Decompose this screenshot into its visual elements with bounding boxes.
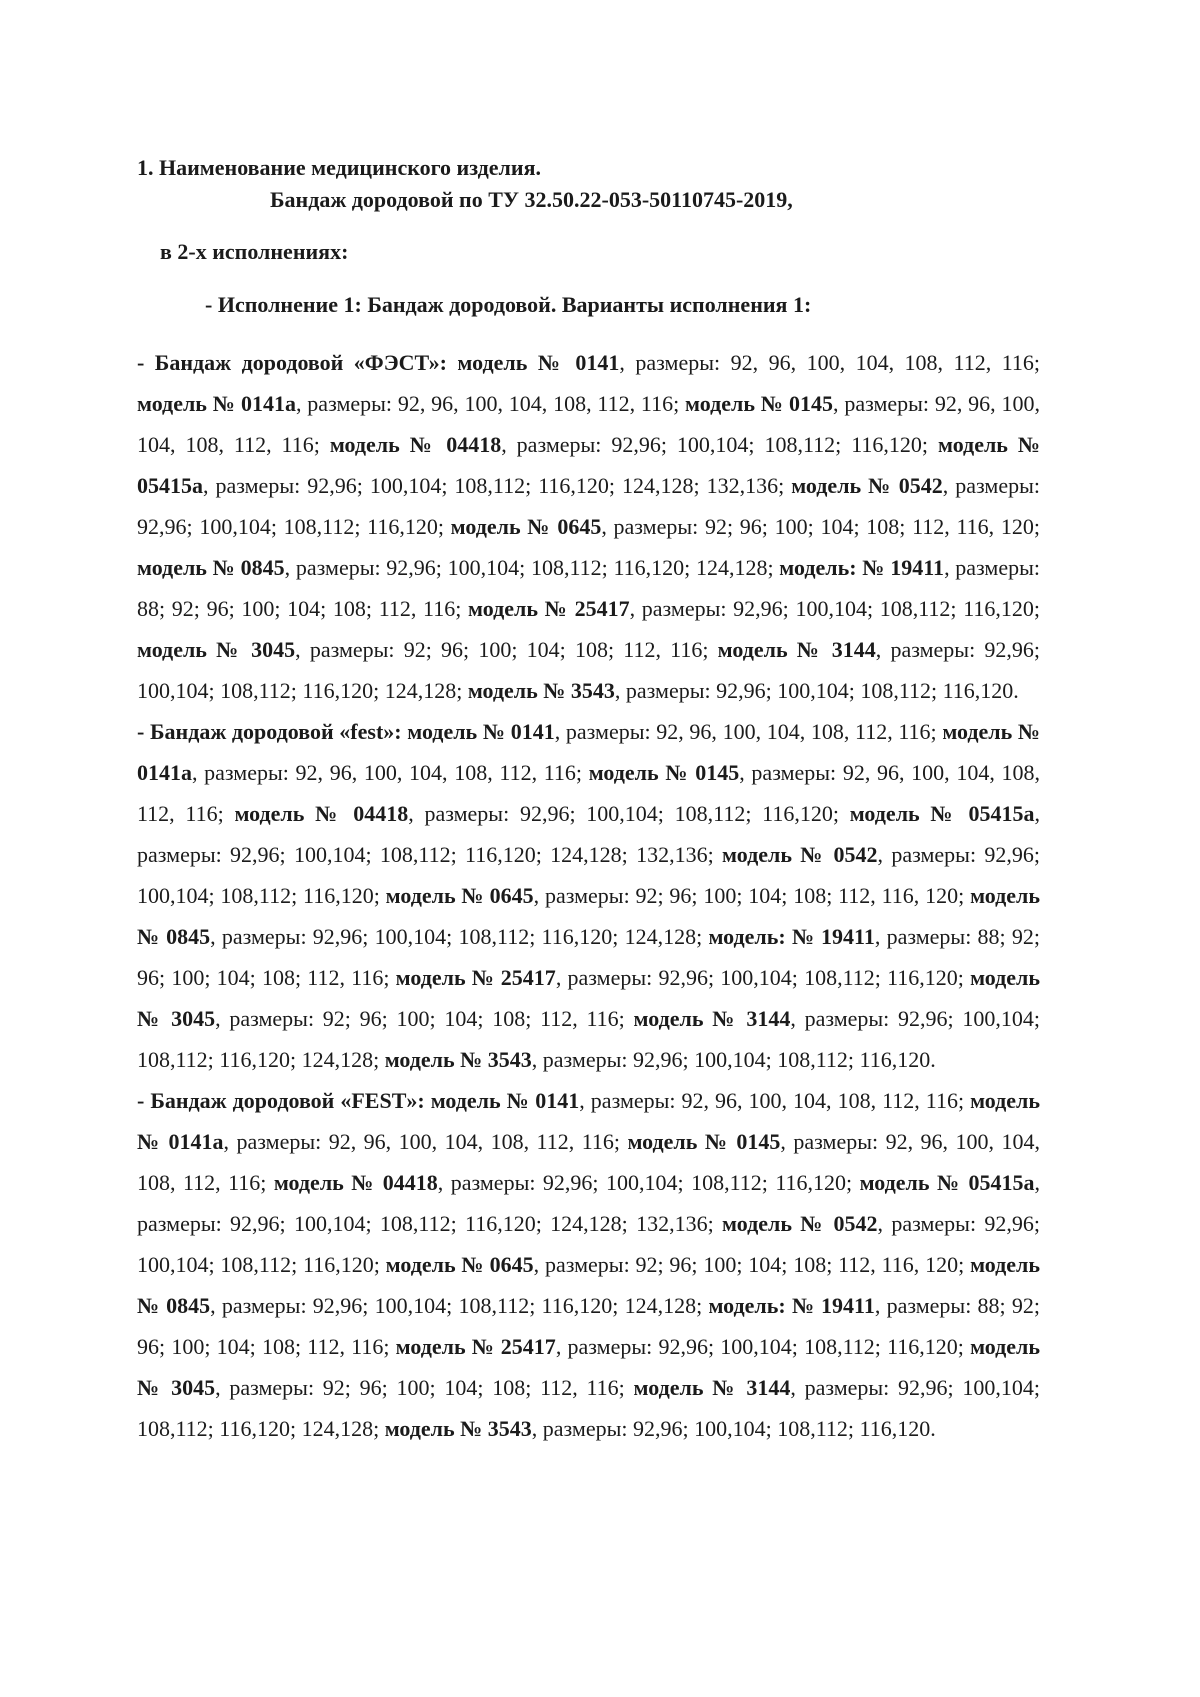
sizes-text: , размеры: 92; 96; 100; 104; 108; 112, 116;	[215, 1375, 634, 1400]
model-label: модель № 25417	[395, 965, 556, 990]
paragraph-bandage-fest-cyrillic	[137, 342, 1040, 711]
sizes-text: , размеры: 92; 96; 100; 104; 108; 112, 116;	[295, 637, 718, 662]
sizes-text: , размеры: 88; 92; 96; 100; 104; 108; 112, 116;	[137, 1293, 1041, 1359]
model-label: модель № 04418	[234, 801, 409, 826]
sizes-text: , размеры: 92,96; 100,104; 108,112; 116,120; 124,128;	[284, 555, 780, 580]
model-label: модель: № 19411	[708, 924, 875, 949]
product-title: Бандаж дородовой по ТУ 32.50.22-053-50110745-2019,	[270, 187, 793, 212]
sizes-text: , размеры: 92,96; 100,104; 108,112; 116,120; 124,128;	[137, 637, 1040, 703]
sizes-text: , размеры: 92,96; 100,104; 108,112; 116,120; 124,128;	[137, 1375, 1041, 1441]
sizes-text: , размеры: 92,96; 100,104; 108,112; 116,120;	[555, 965, 971, 990]
model-label: модель № 3543	[467, 678, 615, 703]
model-label: модель № 0542	[791, 473, 943, 498]
model-label: модель № 0141а	[137, 391, 296, 416]
model-label: модель № 3543	[384, 1047, 532, 1072]
version-1-heading: - Исполнение 1: Бандаж дородовой. Варианты исполнения 1:	[205, 292, 812, 317]
sizes-text: , размеры: 92; 96; 100; 104; 108; 112, 116;	[215, 1006, 634, 1031]
model-label: модель № 04418	[273, 1170, 438, 1195]
model-label: модель: № 19411	[779, 555, 945, 580]
sizes-text: , размеры: 92, 96, 100, 104, 108, 112, 116;	[137, 1129, 1040, 1195]
sizes-text: , размеры: 92,96; 100,104; 108,112; 116,120;	[501, 432, 938, 457]
model-label: модель № 3045	[137, 637, 296, 662]
model-label: - Бандаж дородовой «ФЭСТ»: модель № 0141	[137, 350, 620, 375]
sizes-text: , размеры: 92,96; 100,104; 108,112; 116,120;	[555, 1334, 971, 1359]
sizes-text: , размеры: 92, 96, 100, 104, 108, 112, 116;	[137, 391, 1040, 457]
model-label: модель № 0145	[627, 1129, 781, 1154]
sizes-text: , размеры: 92,96; 100,104; 108,112; 116,120.	[531, 1416, 936, 1441]
model-label: модель № 0542	[722, 842, 878, 867]
model-label: модель № 0145	[588, 760, 740, 785]
sizes-text: , размеры: 92, 96, 100, 104, 108, 112, 116;	[137, 760, 1040, 826]
model-label: модель № 05415а	[859, 1170, 1035, 1195]
sizes-text: , размеры: 92,96; 100,104; 108,112; 116,120;	[137, 473, 1040, 539]
model-label: - Бандаж дородовой «FEST»: модель № 0141	[137, 1088, 580, 1113]
model-label: модель № 0845	[137, 883, 1040, 949]
sizes-text: , размеры: 92; 96; 100; 104; 108; 112, 116, 120;	[601, 514, 1040, 539]
model-label: модель № 0645	[385, 883, 534, 908]
sizes-text: , размеры: 92,96; 100,104; 108,112; 116,120;	[629, 596, 1040, 621]
paragraph-list	[137, 342, 1040, 1449]
sizes-text: , размеры: 92,96; 100,104; 108,112; 116,120; 124,128;	[210, 1293, 709, 1318]
sizes-text: , размеры: 92, 96, 100, 104, 108, 112, 116;	[223, 1129, 628, 1154]
section-heading: 1. Наименование медицинского изделия.	[137, 155, 541, 180]
sizes-text: , размеры: 92,96; 100,104; 108,112; 116,120;	[408, 801, 850, 826]
model-label: модель № 3144	[633, 1375, 791, 1400]
paragraph-bandage-fest-latin-lowercase	[137, 711, 1040, 1080]
model-label: модель № 0645	[450, 514, 602, 539]
sizes-text: , размеры: 92, 96, 100, 104, 108, 112, 116;	[295, 391, 686, 416]
model-label: модель № 0145	[685, 391, 833, 416]
sizes-text: , размеры: 92, 96, 100, 104, 108, 112, 116;	[554, 719, 943, 744]
model-label: модель № 05415а	[137, 432, 1040, 498]
model-label: модель № 3144	[717, 637, 876, 662]
sizes-text: , размеры: 92; 96; 100; 104; 108; 112, 116, 120;	[533, 883, 971, 908]
paragraph-bandage-fest-latin-uppercase	[137, 1080, 1040, 1449]
model-label: модель № 3045	[137, 965, 1041, 1031]
sizes-text: , размеры: 88; 92; 96; 100; 104; 108; 112, 116;	[137, 924, 1041, 990]
sizes-text: , размеры: 92,96; 100,104; 108,112; 116,120; 124,128;	[210, 924, 709, 949]
model-label: модель № 25417	[468, 596, 630, 621]
model-label: - Бандаж дородовой «fest»: модель № 0141	[137, 719, 555, 744]
model-label: модель № 0141а	[137, 1088, 1041, 1154]
model-label: модель № 04418	[329, 432, 502, 457]
model-label: модель № 0645	[385, 1252, 534, 1277]
model-label: модель № 3543	[384, 1416, 532, 1441]
sizes-text: , размеры: 92,96; 100,104; 108,112; 116,120.	[614, 678, 1019, 703]
sizes-text: , размеры: 88; 92; 96; 100; 104; 108; 112, 116;	[137, 555, 1040, 621]
model-label: модель № 25417	[395, 1334, 556, 1359]
model-label: модель № 0542	[722, 1211, 878, 1236]
model-label: модель № 0845	[137, 1252, 1040, 1318]
sizes-text: , размеры: 92; 96; 100; 104; 108; 112, 116, 120;	[533, 1252, 971, 1277]
sizes-text: , размеры: 92,96; 100,104; 108,112; 116,120;	[137, 1211, 1040, 1277]
model-label: модель № 3045	[137, 1334, 1041, 1400]
sizes-text: , размеры: 92,96; 100,104; 108,112; 116,120; 124,128; 132,136;	[137, 1170, 1040, 1236]
sizes-text: , размеры: 92,96; 100,104; 108,112; 116,120.	[531, 1047, 936, 1072]
sizes-text: , размеры: 92,96; 100,104; 108,112; 116,120; 124,128;	[137, 1006, 1041, 1072]
model-label: модель № 0845	[137, 555, 285, 580]
sizes-text: , размеры: 92,96; 100,104; 108,112; 116,120; 124,128; 132,136;	[137, 801, 1040, 867]
model-label: модель № 0141а	[137, 719, 1041, 785]
sizes-text: , размеры: 92, 96, 100, 104, 108, 112, 116;	[619, 350, 1040, 375]
model-label: модель: № 19411	[708, 1293, 875, 1318]
sizes-text: , размеры: 92,96; 100,104; 108,112; 116,120;	[437, 1170, 860, 1195]
sizes-text: , размеры: 92,96; 100,104; 108,112; 116,120; 124,128; 132,136;	[203, 473, 792, 498]
model-label: модель № 3144	[633, 1006, 791, 1031]
sizes-text: , размеры: 92, 96, 100, 104, 108, 112, 116;	[579, 1088, 971, 1113]
sizes-text: , размеры: 92,96; 100,104; 108,112; 116,120;	[137, 842, 1040, 908]
versions-note: в 2-х исполнениях:	[160, 239, 349, 264]
model-label: модель № 05415а	[849, 801, 1035, 826]
sizes-text: , размеры: 92, 96, 100, 104, 108, 112, 116;	[192, 760, 589, 785]
